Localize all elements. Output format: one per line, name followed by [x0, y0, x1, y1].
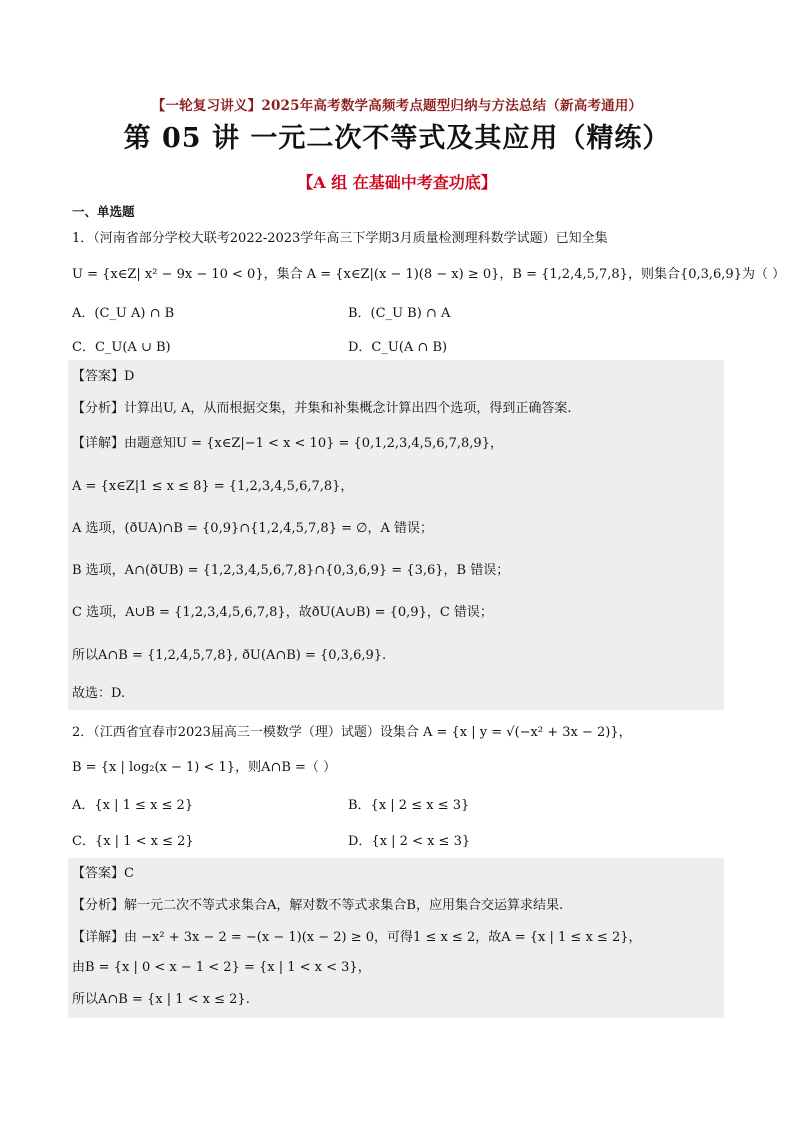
series-title: 【一轮复习讲义】2025年高考数学高频考点题型归纳与方法总结（新高考通用）	[151, 98, 643, 114]
q1-detail-3: A 选项，(ðUA)∩B = {0,9}∩{1,2,4,5,7,8} = ∅，A 错误；	[72, 521, 433, 536]
q1-stem-line-2: U = {x∈Z| x² − 9x − 10 < 0}，集合 A = {x∈Z|(x − 1)(8 − x) ≥ 0}，B = {1,2,4,5,7,8}，则集合{0,3,6,9}为（ ）	[72, 267, 786, 282]
q2-analysis: 【分析】解一元二次不等式求集合A，解对数不等式求集合B，应用集合交运算求结果.	[72, 898, 564, 913]
q2-detail-1: 【详解】由 −x² + 3x − 2 = −(x − 1)(x − 2) ≥ 0，可得1 ≤ x ≤ 2，故A = {x | 1 ≤ x ≤ 2}，	[72, 930, 642, 945]
q1-option-a: A．(C_U A) ∩ B	[72, 306, 175, 321]
section-heading: 一、单选题	[72, 204, 135, 219]
q1-analysis: 【分析】计算出U, A，从而根据交集，并集和补集概念计算出四个选项，得到正确答案.	[72, 401, 572, 416]
q1-detail-5: C 选项，A∪B = {1,2,3,4,5,6,7,8}，故ðU(A∪B) = {0,9}，C 错误；	[72, 605, 493, 620]
q1-option-c: C．C_U(A ∪ B)	[72, 340, 171, 355]
q2-answer: 【答案】C	[72, 866, 134, 881]
group-heading: 【A 组 在基础中考查功底】	[297, 173, 497, 192]
q1-detail-1: 【详解】由题意知U = {x∈Z|−1 < x < 10} = {0,1,2,3,4,5,6,7,8,9}，	[72, 436, 503, 451]
q1-answer: 【答案】D	[72, 369, 135, 384]
q2-option-c: C．{x | 1 < x ≤ 2}	[72, 834, 194, 849]
page-title: 第 05 讲 一元二次不等式及其应用（精练）	[123, 123, 671, 154]
q1-detail-6: 所以A∩B = {1,2,4,5,7,8}, ðU(A∩B) = {0,3,6,9}.	[72, 648, 387, 663]
q2-option-b: B．{x | 2 ≤ x ≤ 3}	[348, 798, 470, 813]
q2-option-a: A．{x | 1 ≤ x ≤ 2}	[72, 798, 194, 813]
q2-stem-line-1: 2．（江西省宜春市2023届高三一模数学（理）试题）设集合 A = {x | y = √(−x² + 3x − 2)}，	[72, 725, 632, 740]
q1-option-d: D．C_U(A ∩ B)	[348, 340, 448, 355]
q2-option-d: D．{x | 2 < x ≤ 3}	[348, 834, 471, 849]
q2-stem-line-2: B = {x | log₂(x − 1) < 1}，则A∩B =（ ）	[72, 760, 337, 775]
q1-detail-2: A = {x∈Z|1 ≤ x ≤ 8} = {1,2,3,4,5,6,7,8}，	[72, 479, 354, 494]
q2-detail-2: 由B = {x | 0 < x − 1 < 2} = {x | 1 < x < 3}，	[72, 960, 371, 975]
q1-detail-4: B 选项，A∩(ðUB) = {1,2,3,4,5,6,7,8}∩{0,3,6,9} = {3,6}，B 错误；	[72, 563, 510, 578]
q2-detail-3: 所以A∩B = {x | 1 < x ≤ 2}.	[72, 992, 250, 1007]
q1-stem-line-1: 1．（河南省部分学校大联考2022-2023学年高三下学期3月质量检测理科数学试题）已知全集	[72, 231, 608, 246]
q1-detail-7: 故选：D.	[72, 686, 126, 701]
q1-option-b: B．(C_U B) ∩ A	[348, 306, 451, 321]
